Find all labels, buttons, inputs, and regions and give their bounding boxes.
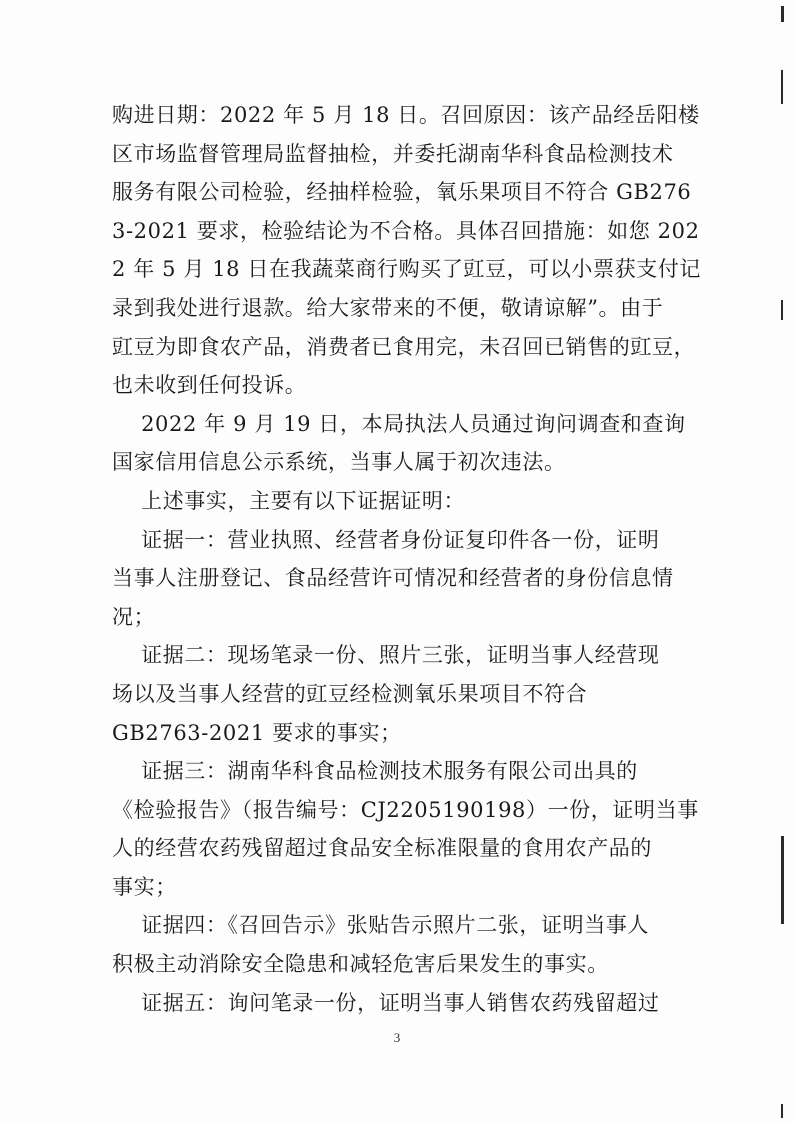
text-line: 购进日期：2022 年 5 月 18 日。召回原因：该产品经岳阳楼 (112, 103, 700, 127)
text-line: 上述事实，主要有以下证据证明： (112, 488, 466, 513)
text-line: 积极主动消除安全隐患和减轻危害后果发生的事实。 (112, 952, 609, 977)
text-line: 2022 年 9 月 19 日，本局执法人员通过询问调查和查询 (112, 411, 686, 436)
text-line: 《检验报告》（报告编号：CJ2205190198）一份，证明当事 (112, 797, 699, 822)
text-line: 事实； (112, 874, 177, 899)
text-line: 证据五：询问笔录一份，证明当事人销售农药残留超过 (112, 990, 660, 1015)
text-line: 国家信用信息公示系统，当事人属于初次违法。 (112, 450, 566, 475)
text-line: 当事人注册登记、食品经营许可情况和经营者的身份信息情 (112, 566, 674, 591)
page-number: 3 (393, 1030, 401, 1045)
scan-edge-mark (781, 300, 783, 320)
text-line: 服务有限公司检验，经抽样检验，氧乐果项目不符合 GB276 (112, 180, 692, 205)
text-line: 豇豆为即食农产品，消费者已食用完，未召回已销售的豇豆， (112, 334, 696, 359)
text-line: 录到我处进行退款。给大家带来的不便，敬请谅解”。由于 (112, 295, 664, 320)
text-line: 也未收到任何投诉。 (112, 373, 307, 398)
text-line: 人的经营农药残留超过食品安全标准限量的食用农产品的 (112, 836, 652, 861)
text-line: 证据二：现场笔录一份、照片三张，证明当事人经营现 (112, 643, 660, 668)
text-line: 证据四：《召回告示》张贴告示照片二张，证明当事人 (112, 913, 649, 938)
body-text (112, 96, 702, 1022)
scan-edge-mark (781, 836, 784, 924)
text-line: 区市场监督管理局监督抽检，并委托湖南华科食品检测技术 (112, 141, 674, 166)
scan-edge-mark (781, 70, 783, 104)
text-line: GB2763-2021 要求的事实； (112, 720, 402, 745)
text-line: 证据一：营业执照、经营者身份证复印件各一份，证明 (112, 527, 660, 552)
text-line: 场以及当事人经营的豇豆经检测氧乐果项目不符合 (112, 681, 588, 706)
scan-edge-mark (781, 1104, 783, 1118)
text-line: 证据三：湖南华科食品检测技术服务有限公司出具的 (112, 759, 638, 784)
scan-edge-mark (781, 6, 784, 22)
text-line: 3-2021 要求，检验结论为不合格。具体召回措施：如您 202 (112, 218, 700, 243)
text-line: 2 年 5 月 18 日在我蔬菜商行购买了豇豆，可以小票获支付记 (112, 257, 702, 282)
text-line: 况； (112, 604, 156, 629)
